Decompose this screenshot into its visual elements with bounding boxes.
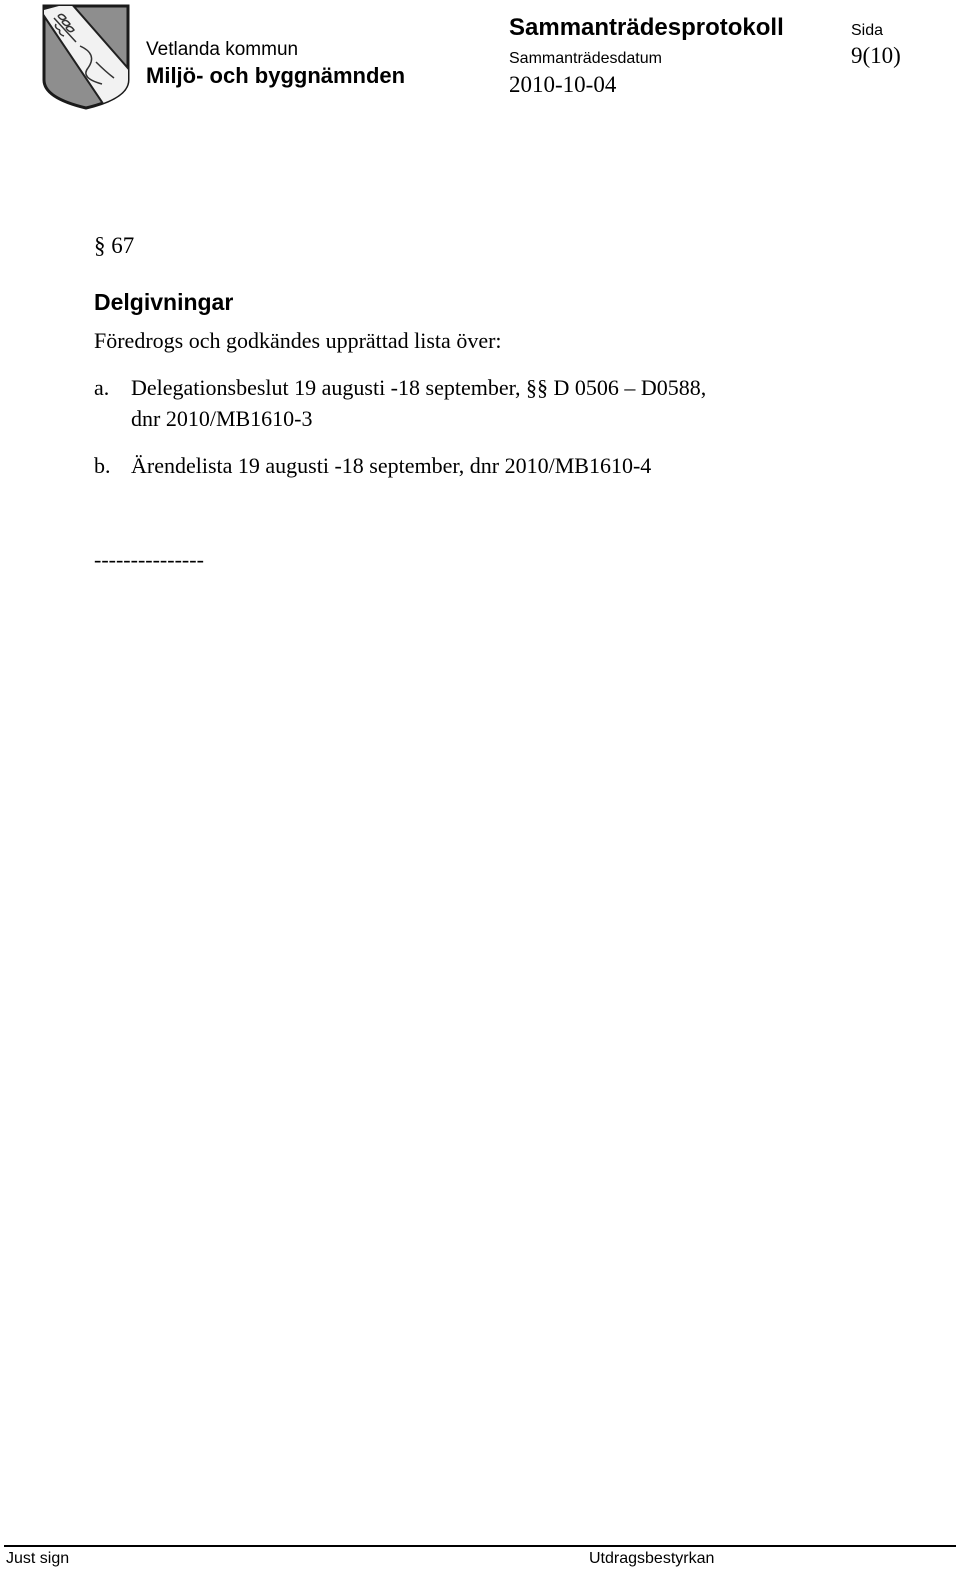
page-label: Sida bbox=[851, 22, 884, 39]
section-title: Delgivningar bbox=[94, 289, 234, 315]
section-end-separator: --------------- bbox=[94, 547, 204, 572]
list-item-marker: b. bbox=[94, 453, 111, 478]
coat-of-arms-icon bbox=[40, 2, 132, 112]
list-item-text: Delegationsbeslut 19 augusti -18 september, §§ D 0506 – D0588, bbox=[131, 375, 707, 400]
meeting-date: 2010-10-04 bbox=[509, 72, 617, 97]
section-number: § 67 bbox=[94, 233, 135, 258]
footer-just-sign-label: Just sign bbox=[6, 1550, 70, 1567]
footer-extract-certification-label: Utdragsbestyrkan bbox=[589, 1550, 715, 1567]
meeting-date-label: Sammanträdesdatum bbox=[509, 50, 662, 67]
list-item-text: Ärendelista 19 augusti -18 september, dnr 2010/MB1610-4 bbox=[131, 453, 652, 478]
document-type: Sammanträdesprotokoll bbox=[509, 14, 784, 41]
committee-name: Miljö- och byggnämnden bbox=[146, 63, 406, 88]
organization-name: Vetlanda kommun bbox=[146, 39, 299, 60]
page-number: 9(10) bbox=[851, 43, 901, 68]
footer-divider bbox=[4, 1545, 956, 1547]
list-item-marker: a. bbox=[94, 375, 110, 400]
intro-text: Föredrogs och godkändes upprättad lista över: bbox=[94, 328, 502, 353]
list-item-text: dnr 2010/MB1610-3 bbox=[131, 406, 313, 431]
